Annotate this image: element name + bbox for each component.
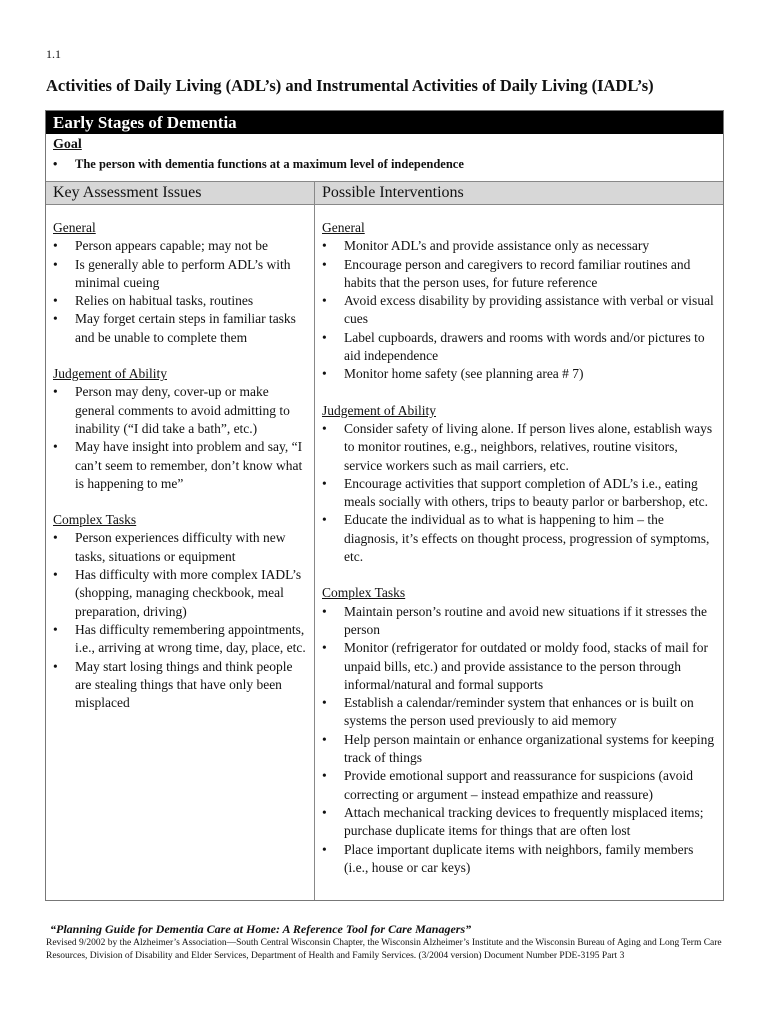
list-item — [322, 694, 717, 731]
bullet-icon: • — [53, 530, 58, 546]
list-item-text: Provide emotional support and reassurance for suspicions (avoid correcting or argument – instead empathize and reassure) — [344, 768, 694, 802]
list-item-text: Avoid excess disability by providing assistance with verbal or visual cues — [344, 293, 714, 327]
list-item — [322, 731, 717, 768]
list-item — [53, 621, 308, 658]
list-item-text: Monitor ADL’s and provide assistance only as necessary — [344, 238, 650, 254]
bullet-icon: • — [322, 293, 327, 309]
list-item-text: Person appears capable; may not be — [75, 238, 269, 254]
bullet-icon: • — [322, 804, 327, 820]
list-item — [53, 383, 308, 438]
list-item-text: Monitor (refrigerator for outdated or moldy food, stacks of mail for unpaid bills, etc.) and provide assistance to the person through informal/natural and formal supports — [344, 640, 709, 692]
bullet-icon: • — [322, 366, 327, 382]
bullet-icon: • — [322, 603, 327, 619]
list-item-text: Attach mechanical tracking devices to frequently misplaced items; purchase duplicate items for things that are often lost — [344, 804, 704, 839]
page-number: 1.1 — [46, 47, 61, 61]
header-key-assessment: Key Assessment Issues — [46, 182, 315, 204]
bullet-icon: • — [53, 157, 58, 171]
bullet-icon: • — [322, 841, 327, 857]
dementia-table — [45, 110, 724, 901]
list-item-text: Label cupboards, drawers and rooms with words and/or pictures to aid independence — [344, 329, 705, 364]
bullet-icon: • — [53, 384, 58, 400]
list-item-text: Has difficulty remembering appointments, i.e., arriving at wrong time, day, place, etc. — [75, 621, 306, 656]
footer-text: Revised 9/2002 by the Alzheimer’s Association—South Central Wisconsin Chapter, the Wisconsin Alzheimer’s Institute and the Wisconsin Bureau of Aging and Long Term Care Resources, Division of Disability and Elder Services, Department of Health and Family Services. (3/2004 version) Document Number PDE-3195 Part 3 — [46, 938, 722, 961]
list-item — [322, 767, 717, 804]
list-item-text: Maintain person’s routine and avoid new situations if it stresses the person — [344, 603, 707, 637]
bullet-icon: • — [53, 293, 58, 309]
list-item — [53, 658, 308, 713]
list-item-text: Consider safety of living alone. If person lives alone, establish ways to monitor routines, e.g., neighbors, relatives, routine visitors, service workers such as mail carriers, etc. — [344, 420, 713, 473]
list-item — [53, 529, 308, 566]
list-item — [322, 365, 717, 383]
section-title: Judgement of Ability — [322, 402, 436, 418]
list-item-text: Has difficulty with more complex IADL’s (shopping, managing checkbook, meal preparation, driving) — [75, 567, 302, 619]
list-item-text: Help person maintain or enhance organizational systems for keeping track of things — [344, 731, 715, 766]
footer-title: “Planning Guide for Dementia Care at Home: A Reference Tool for Care Managers” — [50, 922, 472, 936]
bullet-icon: • — [53, 238, 58, 254]
column-headers — [46, 182, 723, 205]
bullet-icon: • — [322, 512, 327, 528]
section-title: General — [53, 220, 96, 235]
list-item — [53, 310, 308, 347]
section-title: General — [322, 220, 365, 235]
list-item-text: Person experiences difficulty with new tasks, situations or equipment — [75, 530, 286, 564]
list-item-text: Relies on habitual tasks, routines — [75, 293, 254, 309]
bullet-icon: • — [322, 420, 327, 436]
stage-banner: Early Stages of Dementia — [46, 111, 723, 134]
bullet-icon: • — [53, 311, 58, 327]
bullet-icon: • — [53, 658, 58, 674]
section-title: Complex Tasks — [53, 512, 137, 528]
interventions-column — [315, 205, 723, 900]
bullet-icon: • — [322, 256, 327, 272]
goal-text: The person with dementia functions at a maximum level of independence — [75, 157, 464, 171]
list-item — [322, 237, 717, 255]
goal-label: Goal — [53, 137, 82, 152]
bullet-icon: • — [322, 475, 327, 491]
bullet-icon: • — [322, 768, 327, 784]
list-item-text: Monitor home safety (see planning area # 7) — [344, 366, 584, 382]
list-item-text: Person may deny, cover-up or make general comments to avoid admitting to inability (“I did take a bath”, etc.) — [75, 384, 290, 436]
list-item — [322, 329, 717, 366]
list-item — [322, 639, 717, 694]
list-item — [53, 566, 308, 621]
list-item-text: May start losing things and think people are stealing things that have only been misplaced — [75, 658, 293, 711]
bullet-icon: • — [322, 731, 327, 747]
list-item — [53, 237, 308, 255]
list-item-text: May forget certain steps in familiar tasks and be unable to complete them — [75, 311, 296, 345]
list-item-text: Place important duplicate items with neighbors, family members (i.e., house or car keys) — [344, 841, 694, 875]
list-item — [322, 511, 717, 566]
document-title: Activities of Daily Living (ADL’s) and Instrumental Activities of Daily Living (IADL’s) — [46, 76, 654, 95]
left-judgement-section — [53, 365, 308, 493]
list-item — [53, 292, 308, 310]
bullet-icon: • — [53, 621, 58, 637]
assessment-column — [46, 205, 315, 900]
list-item-text: Educate the individual as to what is happening to him – the diagnosis, it’s effects on thought process, progression of symptoms, etc. — [344, 512, 710, 565]
right-judgement-section — [322, 402, 717, 567]
bullet-icon: • — [53, 439, 58, 455]
list-item-text: May have insight into problem and say, “I can’t seem to remember, don’t know what is happening to me” — [75, 439, 303, 491]
list-item-text: Encourage activities that support completion of ADL’s i.e., eating meals socially with others, trips to beauty parlor or barbershop, etc. — [344, 475, 709, 510]
header-interventions: Possible Interventions — [322, 184, 464, 201]
list-item-text: Is generally able to perform ADL’s with minimal cueing — [75, 256, 291, 290]
table-body — [46, 205, 723, 900]
bullet-icon: • — [322, 329, 327, 345]
goal-item — [53, 156, 723, 172]
list-item — [53, 438, 308, 493]
bullet-icon: • — [322, 640, 327, 656]
right-general-section — [322, 219, 717, 384]
right-complex-section — [322, 584, 717, 877]
list-item — [322, 475, 717, 512]
list-item — [322, 256, 717, 293]
bullet-icon: • — [53, 256, 58, 272]
bullet-icon: • — [53, 567, 58, 583]
bullet-icon: • — [322, 695, 327, 711]
section-title: Complex Tasks — [322, 585, 406, 601]
list-item — [53, 256, 308, 293]
list-item — [322, 804, 717, 841]
left-complex-section — [53, 511, 308, 712]
section-title: Judgement of Ability — [53, 366, 167, 382]
list-item-text: Establish a calendar/reminder system that enhances or is built on systems the person used previously to aid memory — [344, 695, 694, 729]
list-item-text: Encourage person and caregivers to record familiar routines and habits that the person uses, for future reference — [344, 256, 691, 290]
list-item — [322, 420, 717, 475]
goal-section — [46, 134, 723, 182]
list-item — [322, 841, 717, 878]
left-general-section — [53, 219, 308, 347]
list-item — [322, 603, 717, 640]
bullet-icon: • — [322, 238, 327, 254]
list-item — [322, 292, 717, 329]
